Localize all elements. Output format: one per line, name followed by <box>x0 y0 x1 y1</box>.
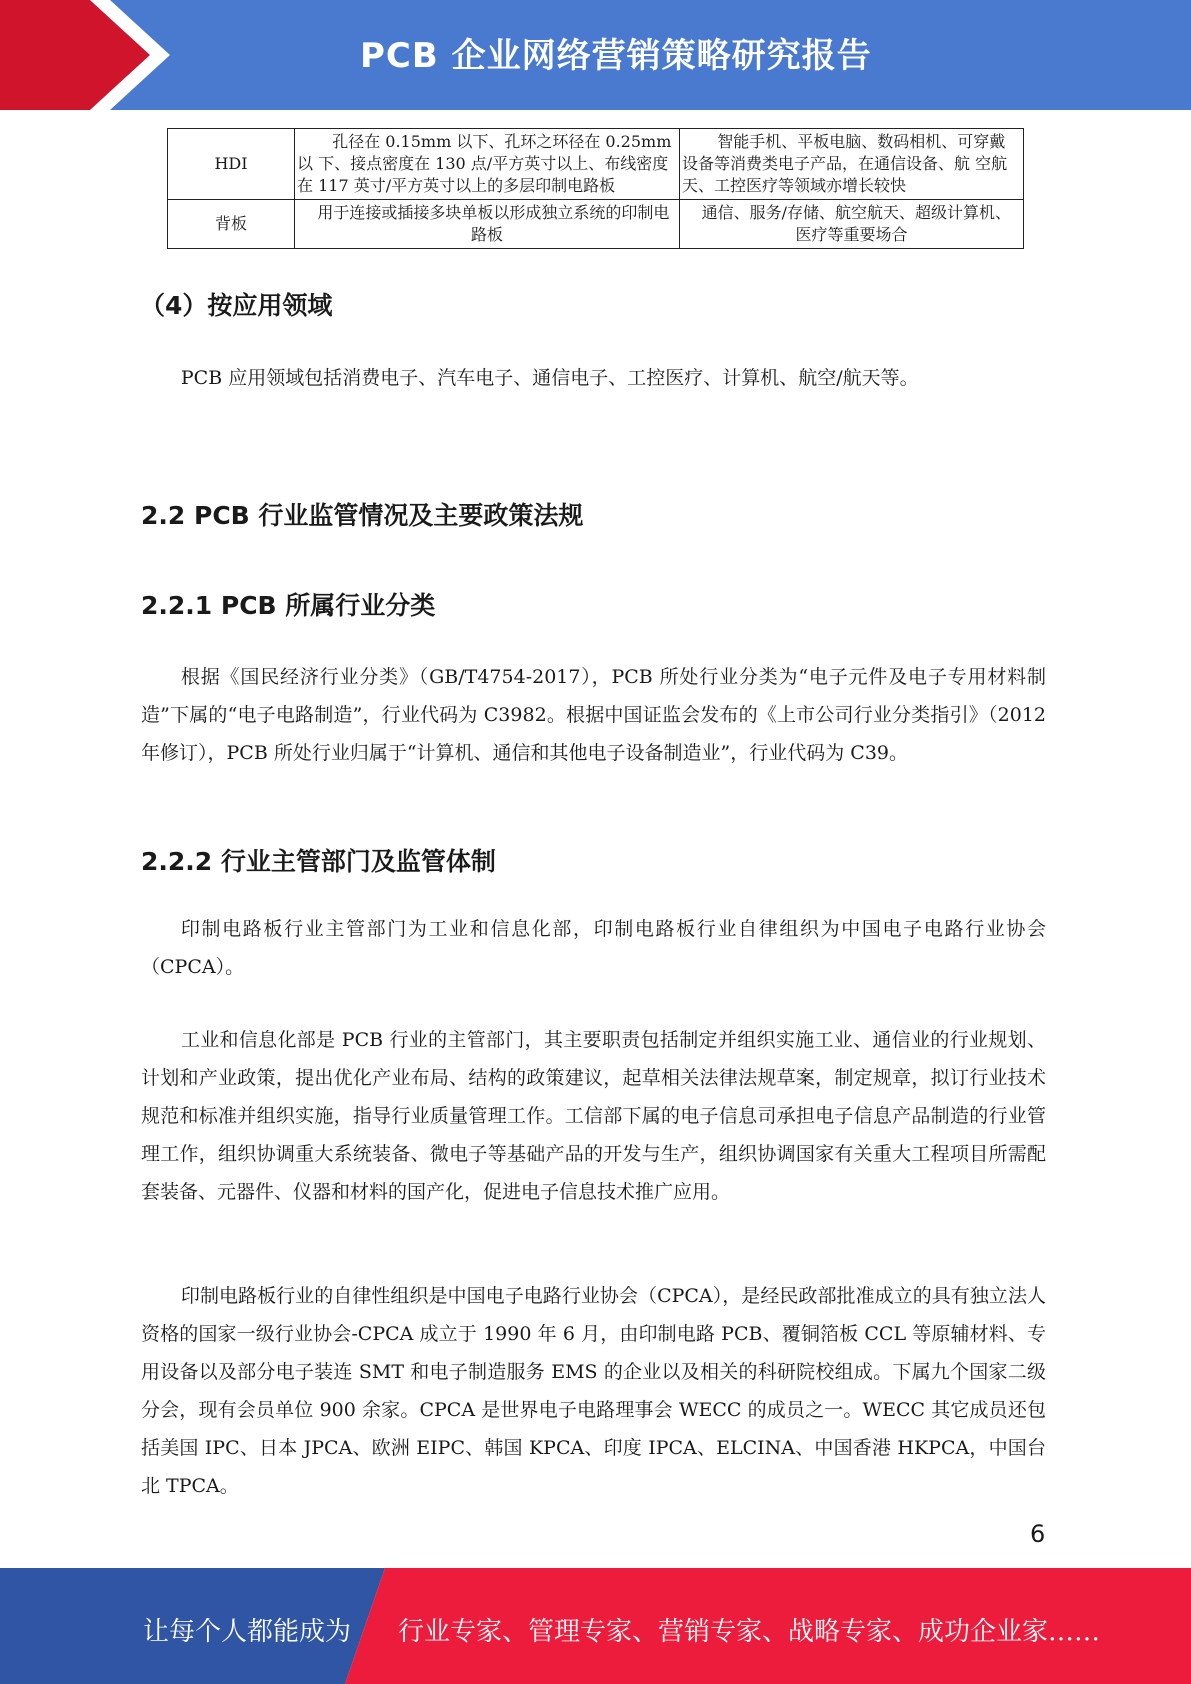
footer-slogan-right: 行业专家、管理专家、营销专家、战略专家、成功企业家…… <box>398 1617 1101 1647</box>
table-cell-type: HDI <box>168 129 295 200</box>
paragraph-regulator: 印制电路板行业主管部门为工业和信息化部，印制电路板行业自律组织为中国电子电路行业协会（CPCA）。 <box>141 918 1046 978</box>
table-cell-description: 用于连接或插接多块单板以形成独立系统的印制电路板 <box>295 200 680 249</box>
paragraph-application: PCB 应用领域包括消费电子、汽车电子、通信电子、工控医疗、计算机、航空/航天等。 <box>180 367 919 389</box>
page-header <box>0 0 1191 110</box>
table-cell-type: 背板 <box>168 200 295 249</box>
section-heading-2-2-2: 2.2.2 行业主管部门及监管体制 <box>141 847 496 876</box>
paragraph-miit-duties: 工业和信息化部是 PCB 行业的主管部门，其主要职责包括制定并组织实施工业、通信业的行业规划、计划和产业政策，提出优化产业布局、结构的政策建议，起草相关法律法规草案，制定规章，拟订行业技术规范和标准并组织实施，指导行业质量管理工作。工信部下属的电子信息司承担电子信息产品制造的行业管理工作，组织协调重大系统装备、微电子等基础产品的开发与生产，组织协调国家有关重大工程项目所需配套装备、元器件、仪器和材料的国产化，促进电子信息技术推广应用。 <box>141 1029 1046 1203</box>
table-cell-description: 孔径在 0.15mm 以下、孔环之环径在 0.25mm 以 下、接点密度在 130 点/平方英寸以上、布线密度在 117 英寸/平方英寸以上的多层印制电路板 <box>295 129 680 200</box>
table-row <box>168 129 1024 200</box>
page-footer <box>0 1568 1191 1684</box>
section-heading-2-2: 2.2 PCB 行业监管情况及主要政策法规 <box>141 501 584 530</box>
pcb-type-table <box>167 128 1024 249</box>
report-title: PCB 企业网络营销策略研究报告 <box>360 36 872 76</box>
section-heading-application: （4）按应用领域 <box>140 291 333 320</box>
section-heading-2-2-1: 2.2.1 PCB 所属行业分类 <box>141 591 436 620</box>
footer-slogan-left: 让每个人都能成为 <box>143 1617 352 1647</box>
table-row <box>168 200 1024 249</box>
paragraph-cpca: 印制电路板行业的自律性组织是中国电子电路行业协会（CPCA），是经民政部批准成立的具有独立法人资格的国家一级行业协会-CPCA 成立于 1990 年 6 月，由印制电路 PCB、覆铜箔板 CCL 等原辅材料、专用设备以及部分电子装连 SMT 和电子制造服务 EMS 的企业以及相关的科研院校组成。下属九个国家二级分会，现有会员单位 900 余家。CPCA 是世界电子电路理事会 WECC 的成员之一。WECC 其它成员还包括美国 IPC、日本 JPCA、欧洲 EIPC、韩国 KPCA、印度 IPCA、ELCINA、中国香港 HKPCA，中国台北 TPCA。 <box>141 1285 1046 1497</box>
table-cell-application: 通信、服务/存储、航空航天、超级计算机、 医疗等重要场合 <box>680 200 1024 249</box>
page-number: 6 <box>1030 1520 1046 1548</box>
paragraph-industry-classification: 根据《国民经济行业分类》（GB/T4754-2017），PCB 所处行业分类为“电子元件及电子专用材料制造”下属的“电子电路制造”，行业代码为 C3982。根据中国证监会发布的《上市公司行业分类指引》（2012 年修订），PCB 所处行业归属于“计算机、通信和其他电子设备制造业”，行业代码为 C39。 <box>141 666 1046 764</box>
table-cell-application: 智能手机、平板电脑、数码相机、可穿戴 设备等消费类电子产品，在通信设备、航 空航天、工控医疗等领域亦增长较快 <box>680 129 1024 200</box>
